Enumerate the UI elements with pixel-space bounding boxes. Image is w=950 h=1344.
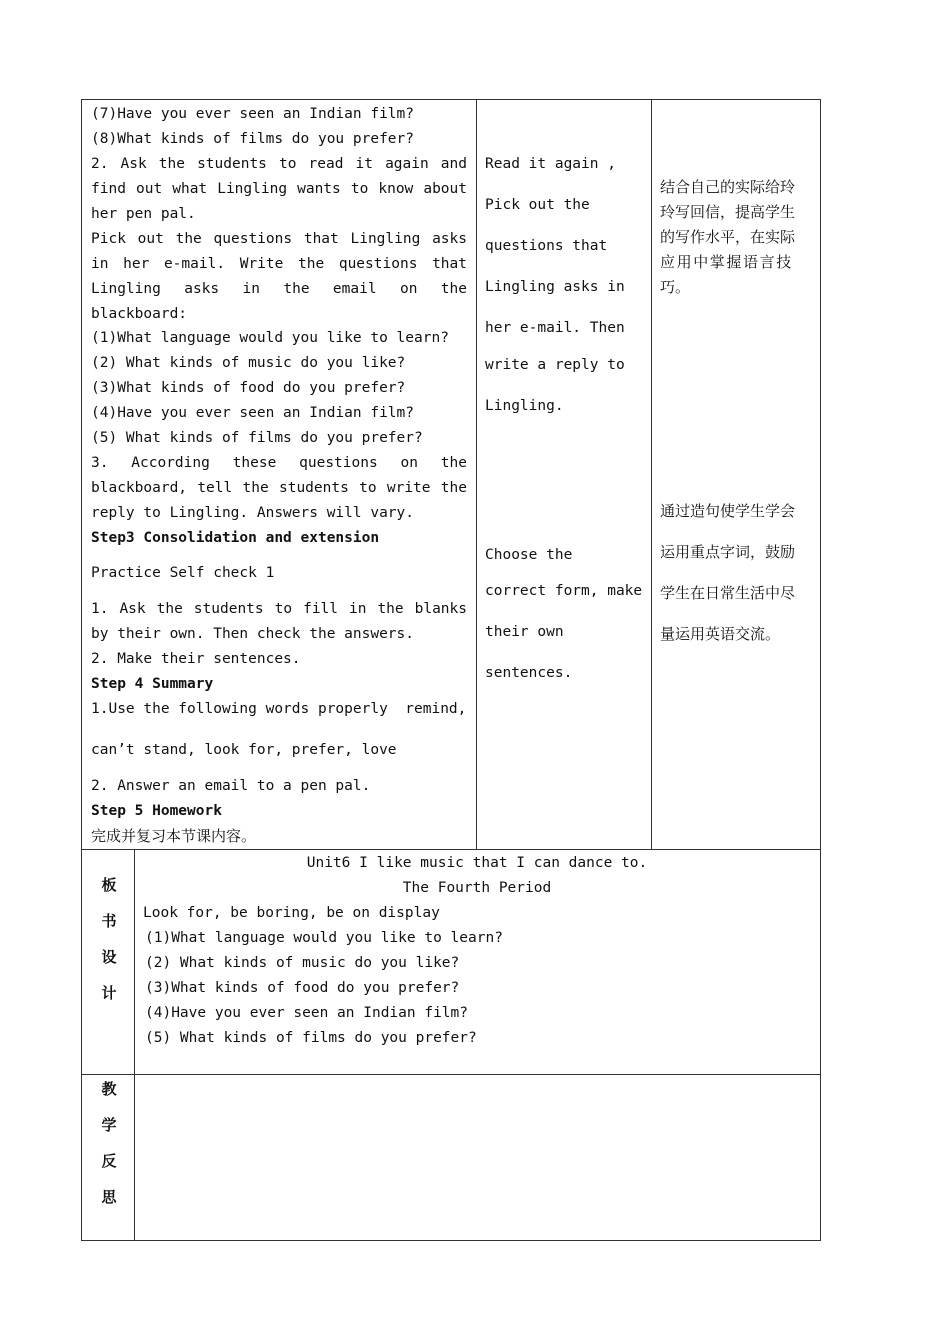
intent-line: 运用重点字词，鼓励 bbox=[660, 543, 796, 561]
board-question-3: (3)What kinds of food do you prefer? bbox=[145, 980, 460, 996]
step5-homework-text: 完成并复习本节课内容。 bbox=[91, 827, 257, 845]
table-left-border bbox=[81, 99, 82, 1241]
intent-line: 量运用英语交流。 bbox=[660, 625, 781, 643]
blackboard-question-3: (3)What kinds of food do you prefer? bbox=[91, 380, 406, 396]
board-title: Unit6 I like music that I can dance to. bbox=[306, 855, 648, 871]
question-8: (8)What kinds of films do you prefer? bbox=[91, 131, 415, 147]
intent-line: 通过造句使学生学会 bbox=[660, 502, 796, 520]
board-question-2: (2) What kinds of music do you like? bbox=[145, 955, 460, 971]
activity-line: questions that bbox=[485, 238, 608, 254]
intent-line: 学生在日常生活中尽 bbox=[660, 584, 796, 602]
intent-line: 结合自己的实际给玲 bbox=[660, 178, 796, 196]
step4-title: Step 4 Summary bbox=[91, 676, 214, 692]
col-divider-right bbox=[651, 99, 652, 850]
activity-line: Choose the bbox=[485, 547, 573, 563]
activity-line: Lingling. bbox=[485, 398, 564, 414]
intent-line: 巧。 bbox=[660, 278, 691, 296]
step4-item-1-line2: can’t stand, look for, prefer, love bbox=[91, 742, 397, 758]
question-7: (7)Have you ever seen an Indian film? bbox=[91, 106, 415, 122]
step4-item-2: 2. Answer an email to a pen pal. bbox=[91, 778, 371, 794]
intent-line: 的写作水平，在实际 bbox=[660, 228, 796, 246]
table-top-border bbox=[81, 99, 821, 100]
activity-line: their own bbox=[485, 624, 564, 640]
blackboard-question-1: (1)What language would you like to learn? bbox=[91, 330, 449, 346]
intent-line: 玲写回信，提高学生 bbox=[660, 203, 796, 221]
activity-line: Read it again , bbox=[485, 156, 616, 172]
table-right-border bbox=[820, 99, 821, 1241]
col-divider-mid bbox=[476, 99, 477, 850]
activity-line: sentences. bbox=[485, 665, 573, 681]
step5-title: Step 5 Homework bbox=[91, 803, 222, 819]
table-bottom-border bbox=[81, 1240, 821, 1241]
step2-write-reply: 3. According these questions on the blackboard, tell the students to write the reply to Lingling. Answers will vary. bbox=[91, 455, 467, 521]
intent-line: 应用中掌握语言技 bbox=[660, 253, 793, 271]
board-subtitle: The Fourth Period bbox=[402, 880, 552, 896]
board-question-5: (5) What kinds of films do you prefer? bbox=[145, 1030, 477, 1046]
activity-line: Lingling asks in bbox=[485, 279, 625, 295]
step4-item-1-line1: 1.Use the following words properly remind, bbox=[91, 701, 467, 717]
step2-read-again: 2. Ask the students to read it again and find out what Lingling wants to know about her pen pal. bbox=[91, 156, 467, 222]
board-question-1: (1)What language would you like to learn? bbox=[145, 930, 503, 946]
blackboard-question-2: (2) What kinds of music do you like? bbox=[91, 355, 406, 371]
step3-title: Step3 Consolidation and extension bbox=[91, 530, 380, 546]
activity-line: write a reply to bbox=[485, 357, 625, 373]
activity-line: her e-mail. Then bbox=[485, 320, 625, 336]
blackboard-question-5: (5) What kinds of films do you prefer? bbox=[91, 430, 423, 446]
row-divider-board bbox=[81, 849, 821, 850]
board-phrases: Look for, be boring, be on display bbox=[143, 905, 440, 921]
step3-item-2: 2. Make their sentences. bbox=[91, 651, 301, 667]
step3-item-1: 1. Ask the students to fill in the blanks by their own. Then check the answers. bbox=[91, 601, 467, 642]
board-question-4: (4)Have you ever seen an Indian film? bbox=[145, 1005, 469, 1021]
activity-line: correct form, make bbox=[485, 583, 643, 599]
teaching-reflection-content bbox=[135, 1075, 820, 1240]
practice-self-check: Practice Self check 1 bbox=[91, 565, 275, 581]
step2-pick-out: Pick out the questions that Lingling asks in her e-mail. Write the questions that Lingling asks in the email on the blackboard: bbox=[91, 231, 467, 322]
blackboard-question-4: (4)Have you ever seen an Indian film? bbox=[91, 405, 415, 421]
lesson-plan-page: (7)Have you ever seen an Indian film? (8)What kinds of films do you prefer? 2. Ask the students to read it again and find out what Lingling wants to know about her pen pal. Pick out the questions that Lingling asks in her e-mail. Write the questions that Lingling asks in the email on the blackboard: (1)What language would you like to learn? (2) What kinds of music do you like? (3)What kinds of food do you prefer? (4)Have you ever seen an Indian film? (5) What kinds of films do you prefer? 3. According these questions on the blackboard, tell the students to write the reply to Lingling. Answers will vary. Step3 Consolidation and extension Practice Self check 1 1. Ask the students to fill in the blanks by their own. Then check the answers. 2. Make their sentences. Step 4 Summary 1.Use the following words properly remind, can’t stand, look for, prefer, love 2. Answer an email to a pen pal. Step 5 Homework 完成并复习本节课内容。 Read it again , Pick out the questions that Lingling asks in her e-mail. Then write a reply to Lingling. Choose the correct form, make their own sentences. 结合自己的实际给玲 玲写回信，提高学生 的写作水平，在实际 应用中掌握语言技 巧。 通过造句使学生学会 运用重点字词，鼓励 学生在日常生活中尽 量运用英语交流。 板 书 设 计 Unit6 I like music that I can dance to. The Fourth Period Look for, be boring, be on display (1)What language would you like to learn? (2) What kinds of music do you like? (3)What kinds of food do you prefer? (4)Have you ever seen an Indian film? (5) What kinds of films do you prefer? 教 学 反 思 bbox=[0, 0, 950, 1344]
activity-line: Pick out the bbox=[485, 197, 590, 213]
